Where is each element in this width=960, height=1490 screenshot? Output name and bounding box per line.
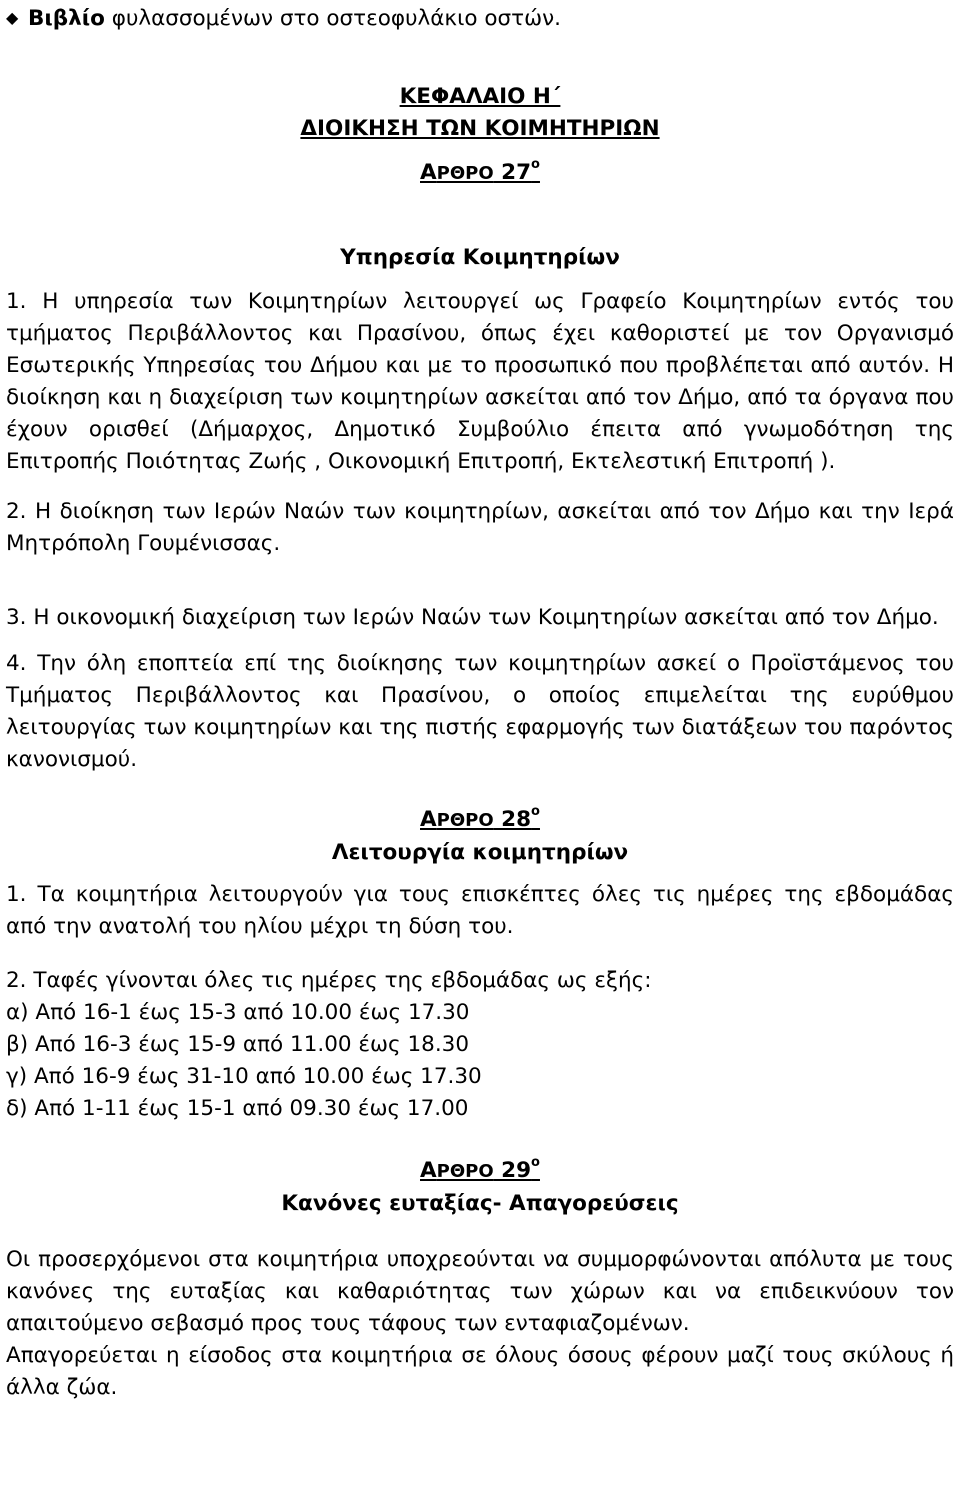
article-29-number: 29	[493, 1158, 532, 1183]
article-28-heading	[6, 804, 954, 837]
article-27-paragraph-1: 1. Η υπηρεσία των Κοιμητηρίων λειτουργεί ως Γραφείο Κοιμητηρίων εντός του τμήματος Περιβάλλοντος και Πρασίνου, όπως έχει καθοριστεί με τον Οργανισμό Εσωτερικής Υπηρεσίας του Δήμου και με το προσωπικό που προβλέπεται από αυτόν. Η διοίκηση και η διαχείριση των κοιμητηρίων ασκείται από τον Δήμο, από τα όργανα που έχουν ορισθεί (Δήμαρχος, Δημοτικό Συμβούλιο έπειτα από γνωμοδότηση της Επιτροπής Ποιότητας Ζωής , Οικονομική Επιτροπή, Εκτελεστική Επιτροπή ).	[6, 289, 954, 474]
chapter-label: ΚΕΦΑΛΑΙΟ Η΄	[399, 84, 561, 109]
document-page	[0, 2, 960, 1490]
schedule-item: δ) Από 1-11 έως 15-1 από 09.30 έως 17.00	[6, 1096, 469, 1121]
article-29-first-letter: Α	[420, 1158, 437, 1183]
article-29-heading	[6, 1155, 954, 1188]
article-28-paragraph-2: 2. Ταφές γίνονται όλες τις ημέρες της εβδομάδας ως εξής:	[6, 968, 652, 993]
article-28-first-letter: Α	[420, 807, 437, 832]
article-27-number: 27	[493, 160, 532, 185]
intro-bold-word: Βιβλίο	[28, 6, 105, 31]
article-28-paragraph-1: 1. Τα κοιμητήρια λειτουργούν για τους επισκέπτες όλες τις ημέρες της εβδομάδας από την ανατολή του ηλίου μέχρι τη δύση του.	[6, 882, 954, 939]
article-27-caps: ΡΘΡΟ	[436, 163, 494, 184]
article-28-caps: ΡΘΡΟ	[436, 810, 494, 831]
article-29-title: Κανόνες ευταξίας- Απαγορεύσεις	[281, 1191, 679, 1216]
intro-text: φυλασσομένων στο οστεοφυλάκιο οστών.	[104, 6, 561, 31]
article-27-paragraph-4: 4. Την όλη εποπτεία επί της διοίκησης των κοιμητηρίων ασκεί ο Προϊστάμενος του Τμήματος Περιβάλλοντος και Πρασίνου, ο οποίος επιμελείται της ευρύθμου λειτουργίας των κοιμητηρίων και της πιστής εφαρμογής των διατάξεων του παρόντος κανονισμού.	[6, 651, 954, 772]
article-27-first-letter: Α	[420, 160, 437, 185]
diamond-bullet-icon: ◆	[6, 8, 19, 27]
chapter-title: ΔΙΟΙΚΗΣΗ ΤΩΝ ΚΟΙΜΗΤΗΡΙΩΝ	[300, 116, 660, 141]
article-29-paragraph-2: Απαγορεύεται η είσοδος στα κοιμητήρια σε όλους όσους φέρουν μαζί τους σκύλους ή άλλα ζώα.	[6, 1343, 954, 1400]
article-27-paragraph-2: 2. Η διοίκηση των Ιερών Ναών των κοιμητηρίων, ασκείται από τον Δήμο και την Ιερά Μητρόπολη Γουμένισσας.	[6, 499, 954, 556]
article-29-caps: ΡΘΡΟ	[436, 1161, 494, 1182]
schedule-item: β) Από 16-3 έως 15-9 από 11.00 έως 18.30	[6, 1032, 470, 1057]
article-29-sup: ο	[531, 1155, 540, 1170]
article-27-heading	[6, 157, 954, 190]
schedule-item: α) Από 16-1 έως 15-3 από 10.00 έως 17.30	[6, 1000, 470, 1025]
article-29-paragraph-1: Οι προσερχόμενοι στα κοιμητήρια υποχρεούνται να συμμορφώνονται απόλυτα με τους κανόνες της ευταξίας και καθαριότητας των χώρων και να επιδεικνύουν τον απαιτούμενο σεβασμό προς τους τάφους των ενταφιαζομένων.	[6, 1247, 954, 1336]
article-27-paragraph-3: 3. Η οικονομική διαχείριση των Ιερών Ναών των Κοιμητηρίων ασκείται από τον Δήμο.	[6, 605, 939, 630]
article-28-number: 28	[493, 807, 532, 832]
article-28-title: Λειτουργία κοιμητηρίων	[331, 840, 629, 865]
article-27-title: Υπηρεσία Κοιμητηρίων	[340, 245, 620, 270]
article-28-sup: ο	[531, 804, 540, 819]
intro-line	[6, 2, 954, 35]
schedule-item: γ) Από 16-9 έως 31-10 από 10.00 έως 17.30	[6, 1064, 482, 1089]
article-27-sup: ο	[531, 157, 540, 172]
